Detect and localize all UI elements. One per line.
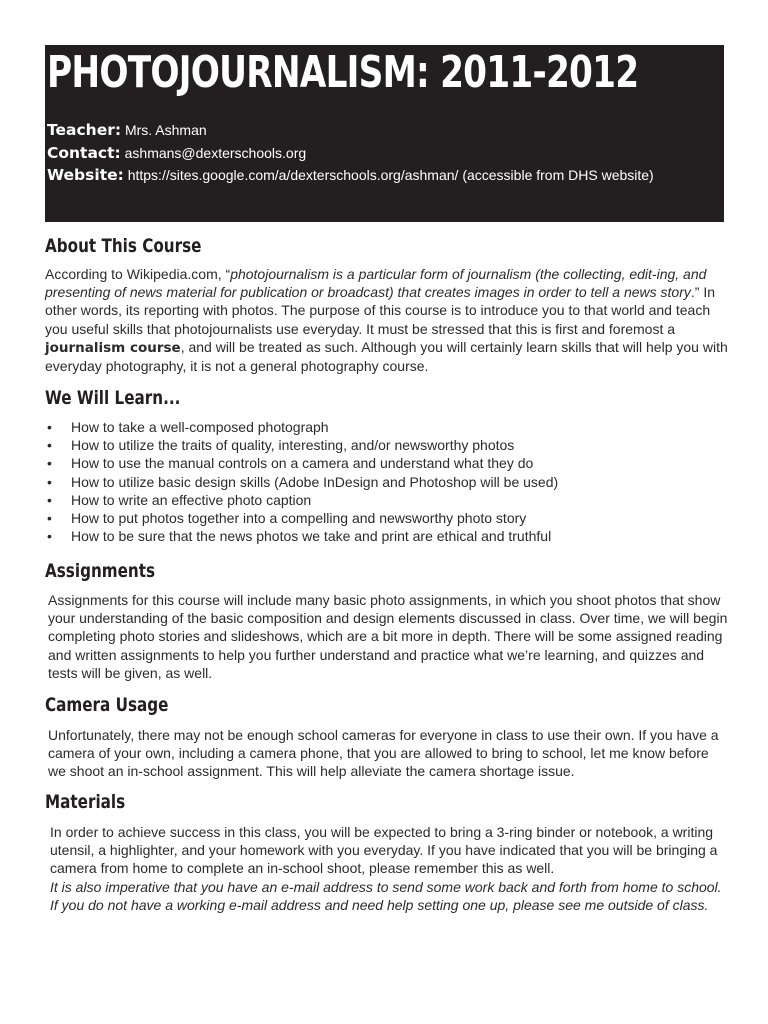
- list-item: • How to use the manual controls on a camera and understand what they do: [45, 454, 730, 472]
- website-line: [47, 164, 654, 187]
- materials-paragraph: In order to achieve success in this class, you will be expected to bring a 3-ring binder or notebook, a writing utensil, a highlighter, and your homework with you everyday. If you have indicated that you will be bringing a camera from home to complete an in-school shoot, please remember this as well.: [50, 824, 718, 877]
- about-paragraph: [45, 265, 730, 375]
- camera-paragraph: Unfortunately, there may not be enough school cameras for everyone in class to use their own. If you have a camera of your own, including a camera phone, that you are allowed to bring to school, let me know before we shoot an in-school assignment. This will help alleviate the camera shortage issue.: [48, 727, 719, 780]
- about-end: , and will be treated as such. Although you will certainly learn skills that will help you with everyday photography, it is not a general photography course.: [45, 338, 728, 375]
- learn-list: [45, 418, 730, 545]
- assignments-section: [45, 560, 730, 682]
- materials-section: [45, 791, 730, 914]
- materials-heading: Materials: [45, 791, 126, 813]
- header-banner: [45, 45, 724, 222]
- about-emphasis: journalism course: [45, 339, 181, 356]
- about-quote: photojournalism is a particular form of journalism (the collecting, edit-ing, and presenting of news material for publication or broadcast) that creates images in order to tell a news story: [45, 266, 707, 301]
- course-info: [47, 119, 654, 187]
- contact-label: Contact:: [47, 143, 121, 162]
- contact-line: [47, 142, 654, 165]
- website-label: Website:: [47, 166, 124, 184]
- list-item: • How to write an effective photo caption: [45, 491, 730, 509]
- page-title: PHOTOJOURNALISM: 2011-2012: [47, 47, 639, 98]
- about-middle: .” In other words, its reporting with photos. The purpose of this course is to introduce you to that world and teach you useful skills that photojournalists use everyday. It must be stressed that this is first and foremost a: [45, 284, 715, 337]
- contact-email: ashmans@dexterschools.org: [124, 144, 307, 161]
- list-item: • How to be sure that the news photos we take and print are ethical and truthful: [45, 527, 730, 545]
- learn-heading: We Will Learn...: [45, 387, 181, 409]
- list-item: • How to take a well-composed photograph: [45, 418, 730, 436]
- learn-section: [45, 387, 730, 545]
- assignments-paragraph: Assignments for this course will include many basic photo assignments, in which you shoot photos that show your understanding of the basic composition and design elements discussed in class. Over time, we will begin completing photo stories and slideshows, which are a bit more in depth. There will be some assigned reading and written assignments to help you further understand and practice what we’re learning, and quizzes and tests will be given, as well.: [48, 592, 728, 681]
- materials-note: [45, 878, 730, 914]
- teacher-label: Teacher:: [47, 121, 122, 139]
- list-item: • How to utilize the traits of quality, interesting, and/or newsworthy photos: [45, 436, 730, 454]
- about-section: [45, 235, 730, 375]
- list-item: • How to utilize basic design skills (Adobe InDesign and Photoshop will be used): [45, 473, 730, 491]
- about-intro: According to Wikipedia.com, “: [45, 266, 231, 282]
- assignments-heading: Assignments: [45, 560, 156, 582]
- materials-note-text: It is also imperative that you have an e-mail address to send some work back and forth from home to school. If you do not have a working e-mail address and need help setting one up, please see me outside of class.: [50, 878, 722, 913]
- camera-section: [45, 694, 730, 781]
- website-url: https://sites.google.com/a/dexterschools.org/ashman/ (accessible from DHS website): [127, 167, 654, 183]
- teacher-name: Mrs. Ashman: [124, 122, 207, 138]
- list-item: • How to put photos together into a compelling and newsworthy photo story: [45, 509, 730, 527]
- camera-heading: Camera Usage: [45, 694, 169, 716]
- about-heading: About This Course: [45, 235, 202, 257]
- teacher-line: [47, 119, 654, 142]
